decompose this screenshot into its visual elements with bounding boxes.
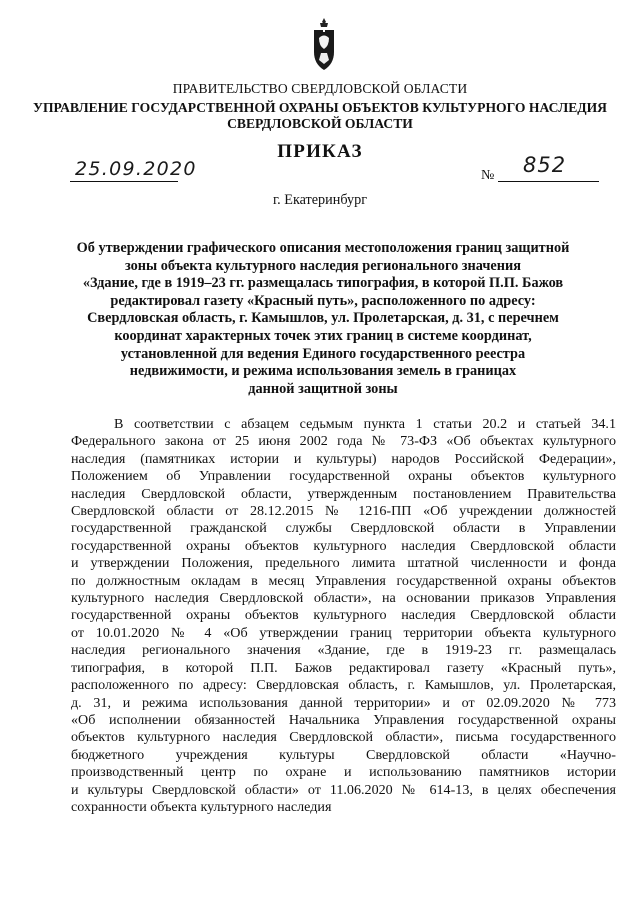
- body-line: сохранности объекта культурного наследия: [71, 798, 332, 815]
- body-line: типография, в которой П.П. Бажов редактировал газету «Красный путь»,: [71, 659, 616, 676]
- order-subject: [60, 240, 586, 398]
- subject-line: зоны объекта культурного наследия регионального значения: [125, 257, 521, 274]
- government-title: ПРАВИТЕЛЬСТВО СВЕРДЛОВСКОЙ ОБЛАСТИ: [172, 81, 468, 96]
- body-line: государственной гражданской службы Свердловской области в Управлении: [71, 520, 616, 537]
- number-sign: №: [481, 168, 495, 183]
- body-line: В соответствии с абзацем седьмым пункта 1 статьи 20.2 и статьей 34.1: [114, 416, 616, 432]
- body-line: наследия Свердловской области, утвержденным постановлением Правительства: [71, 485, 616, 502]
- body-line: Федерального закона от 25 июня 2002 года № 73-ФЗ «Об объектах культурного: [71, 433, 616, 450]
- body-line: и культуры Свердловской области» от 11.06.2020 № 614-13, в целях обеспечения: [71, 781, 616, 798]
- date-underline: [70, 181, 178, 182]
- subject-line: недвижимости, и режима использования земель в границах: [129, 363, 517, 380]
- body-line: от 10.01.2020 № 4 «Об утверждении границ территории объекта культурного: [71, 624, 616, 641]
- body-line: наследия (памятниках истории и культуры) народов Российской Федерации»,: [71, 450, 616, 467]
- body-line: производственный центр по охране и использованию памятников истории: [71, 764, 616, 781]
- department-title-line-2: СВЕРДЛОВСКОЙ ОБЛАСТИ: [227, 116, 413, 131]
- body-line: государственной охраны объектов культурного наследия Свердловской области: [71, 607, 616, 624]
- body-line: расположенного по адресу: Свердловская область, г. Камышлов, ул. Пролетарская,: [71, 677, 616, 694]
- subject-line: Свердловская область, г. Камышлов, ул. Пролетарская, д. 31, с перечнем: [87, 310, 559, 327]
- handwritten-date: 25.09.2020: [75, 158, 197, 180]
- subject-line: данной защитной зоны: [248, 380, 398, 397]
- body-line: д. 31, и режима использования данной территории» и от 02.09.2020 № 773: [71, 694, 616, 711]
- number-underline: [498, 181, 599, 182]
- coat-of-arms-icon: [311, 18, 337, 72]
- body-line: объектов культурного наследия Свердловской области», письма государственного: [71, 729, 616, 746]
- body-line: «Об исполнении обязанностей Начальника Управления государственной охраны: [71, 711, 616, 728]
- document-type-title: ПРИКАЗ: [277, 141, 363, 162]
- subject-line: установленной для ведения Единого государственного реестра: [120, 345, 526, 362]
- body-line: культурного наследия Свердловской области», на основании приказов Управления: [71, 590, 616, 607]
- handwritten-order-number: 852: [523, 153, 567, 177]
- subject-line: Об утверждении графического описания местоположения границ защитной: [76, 240, 570, 256]
- body-line: Положением об Управлении государственной охраны объектов культурного: [71, 468, 616, 485]
- body-line: бюджетного учреждения культуры Свердловской области «Научно-: [71, 746, 616, 763]
- body-line: по должностным окладам в месяц Управления государственной охраны объектов: [71, 572, 616, 589]
- body-line: государственной охраны объектов культурного наследия Свердловской области: [71, 537, 616, 554]
- body-line: Свердловской области от 28.12.2015 № 1216-ПП «Об учреждении должностей: [71, 503, 616, 520]
- preamble-paragraph: [71, 416, 616, 816]
- department-title-line-1: УПРАВЛЕНИЕ ГОСУДАРСТВЕННОЙ ОХРАНЫ ОБЪЕКТОВ КУЛЬТУРНОГО НАСЛЕДИЯ: [32, 100, 608, 115]
- subject-line: редактировал газету «Красный путь», расположенного по адресу:: [110, 292, 536, 309]
- body-line: наследия регионального значения «Здание, где в 1919-23 гг. размещалась: [71, 642, 616, 659]
- subject-line: координат характерных точек этих границ в системе координат,: [114, 327, 532, 344]
- body-line: и утверждении Положения, предельного лимита штатной численности и фонда: [71, 555, 616, 572]
- subject-line: «Здание, где в 1919–23 гг. размещалась типография, в которой П.П. Бажов: [82, 275, 564, 292]
- city-line: г. Екатеринбург: [272, 192, 368, 208]
